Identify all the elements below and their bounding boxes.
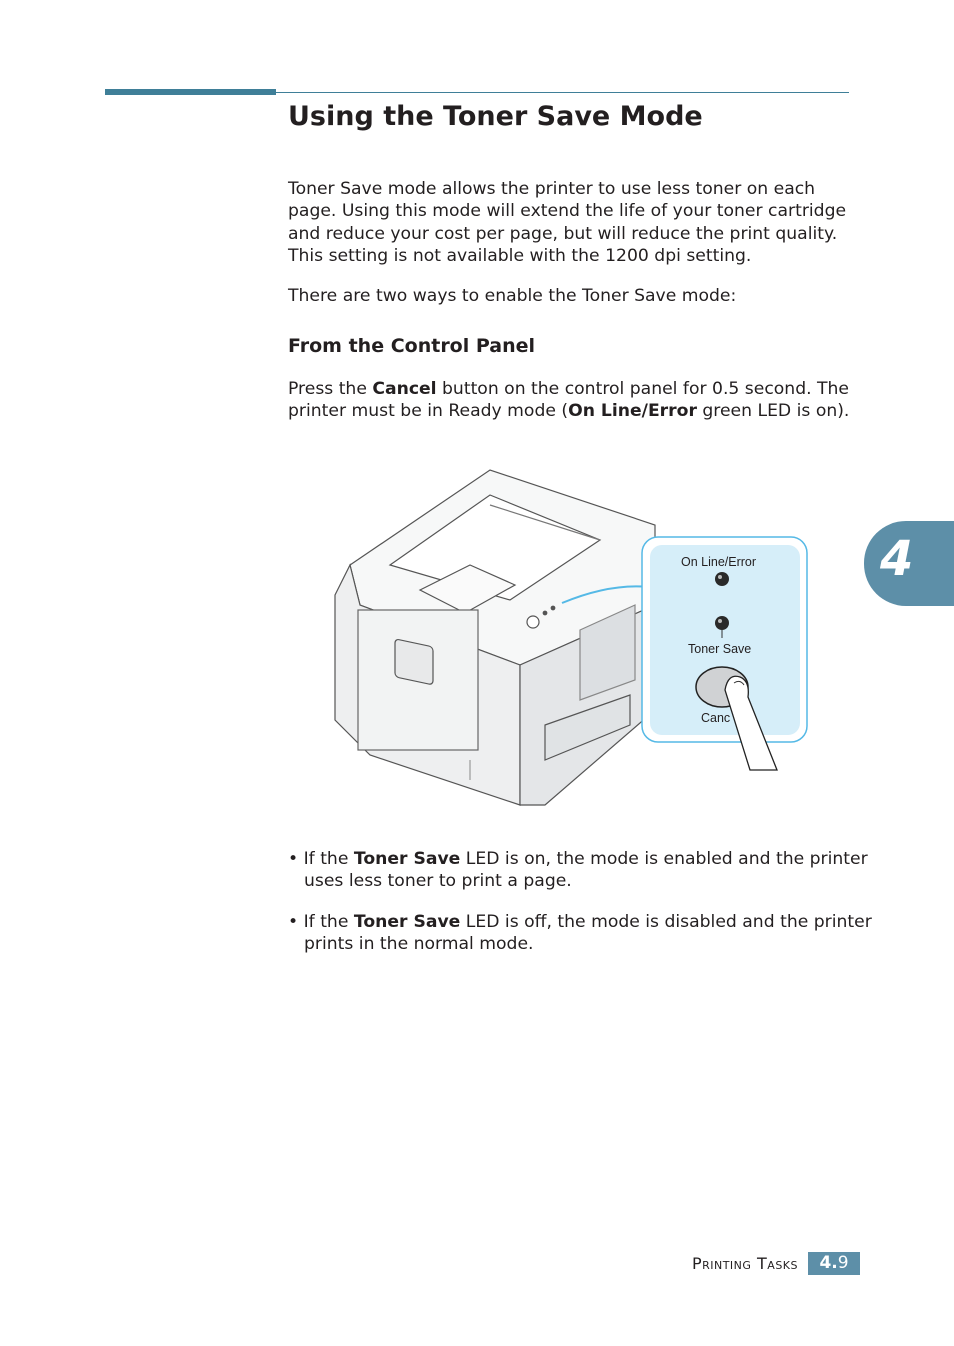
online-term: On Line/Error <box>568 401 697 422</box>
press-text: Press the <box>288 379 373 399</box>
online-led-icon <box>715 572 729 586</box>
press-text-2: button on the control panel for 0.5 second. The printer must be in Ready mode ( <box>288 379 849 422</box>
page-title: Using the Toner Save Mode <box>288 101 703 132</box>
header-rule-thick <box>105 89 276 95</box>
header-rule-thin <box>276 92 849 93</box>
toner-save-term-2: Toner Save <box>353 912 461 932</box>
cancel-term: Cancel <box>372 379 437 399</box>
printer-icon <box>335 470 655 805</box>
bullet-item-1: • If the Toner Save LED is on, the mode is enabled and the printer uses less toner to print a page. <box>288 849 868 892</box>
footer-section-label: Printing Tasks <box>691 1254 798 1273</box>
toner-save-term-1: Toner Save <box>353 849 461 869</box>
led-tonersave-label: Toner Save <box>688 642 752 656</box>
intro-paragraph: Toner Save mode allows the printer to use less toner on each page. Using this mode will extend the life of your toner cartridge and reduce your cost per page, but will reduce the print quality. This setting is not available with the 1200 dpi setting. <box>288 179 847 267</box>
section-heading: From the Control Panel <box>288 335 536 357</box>
control-panel-zoom <box>642 537 807 770</box>
chapter-number: 4 <box>880 531 914 587</box>
printer-illustration <box>330 465 810 810</box>
press-text-3: green LED is on). <box>696 401 850 422</box>
page-footer <box>600 1252 860 1276</box>
bullet-item-2: • If the Toner Save LED is off, the mode is disabled and the printer prints in the normal mode. <box>288 912 872 955</box>
led-online-label: On Line/Error <box>681 555 757 569</box>
toner-save-led-icon <box>715 616 729 630</box>
instruction-paragraph <box>288 378 858 423</box>
printer-control-panel-figure <box>330 465 810 810</box>
page-number: 4.9 <box>808 1252 860 1275</box>
chapter-tab <box>864 521 954 606</box>
cancel-label: Canc <box>701 711 731 725</box>
ways-paragraph: There are two ways to enable the Toner Save mode: <box>288 286 737 306</box>
